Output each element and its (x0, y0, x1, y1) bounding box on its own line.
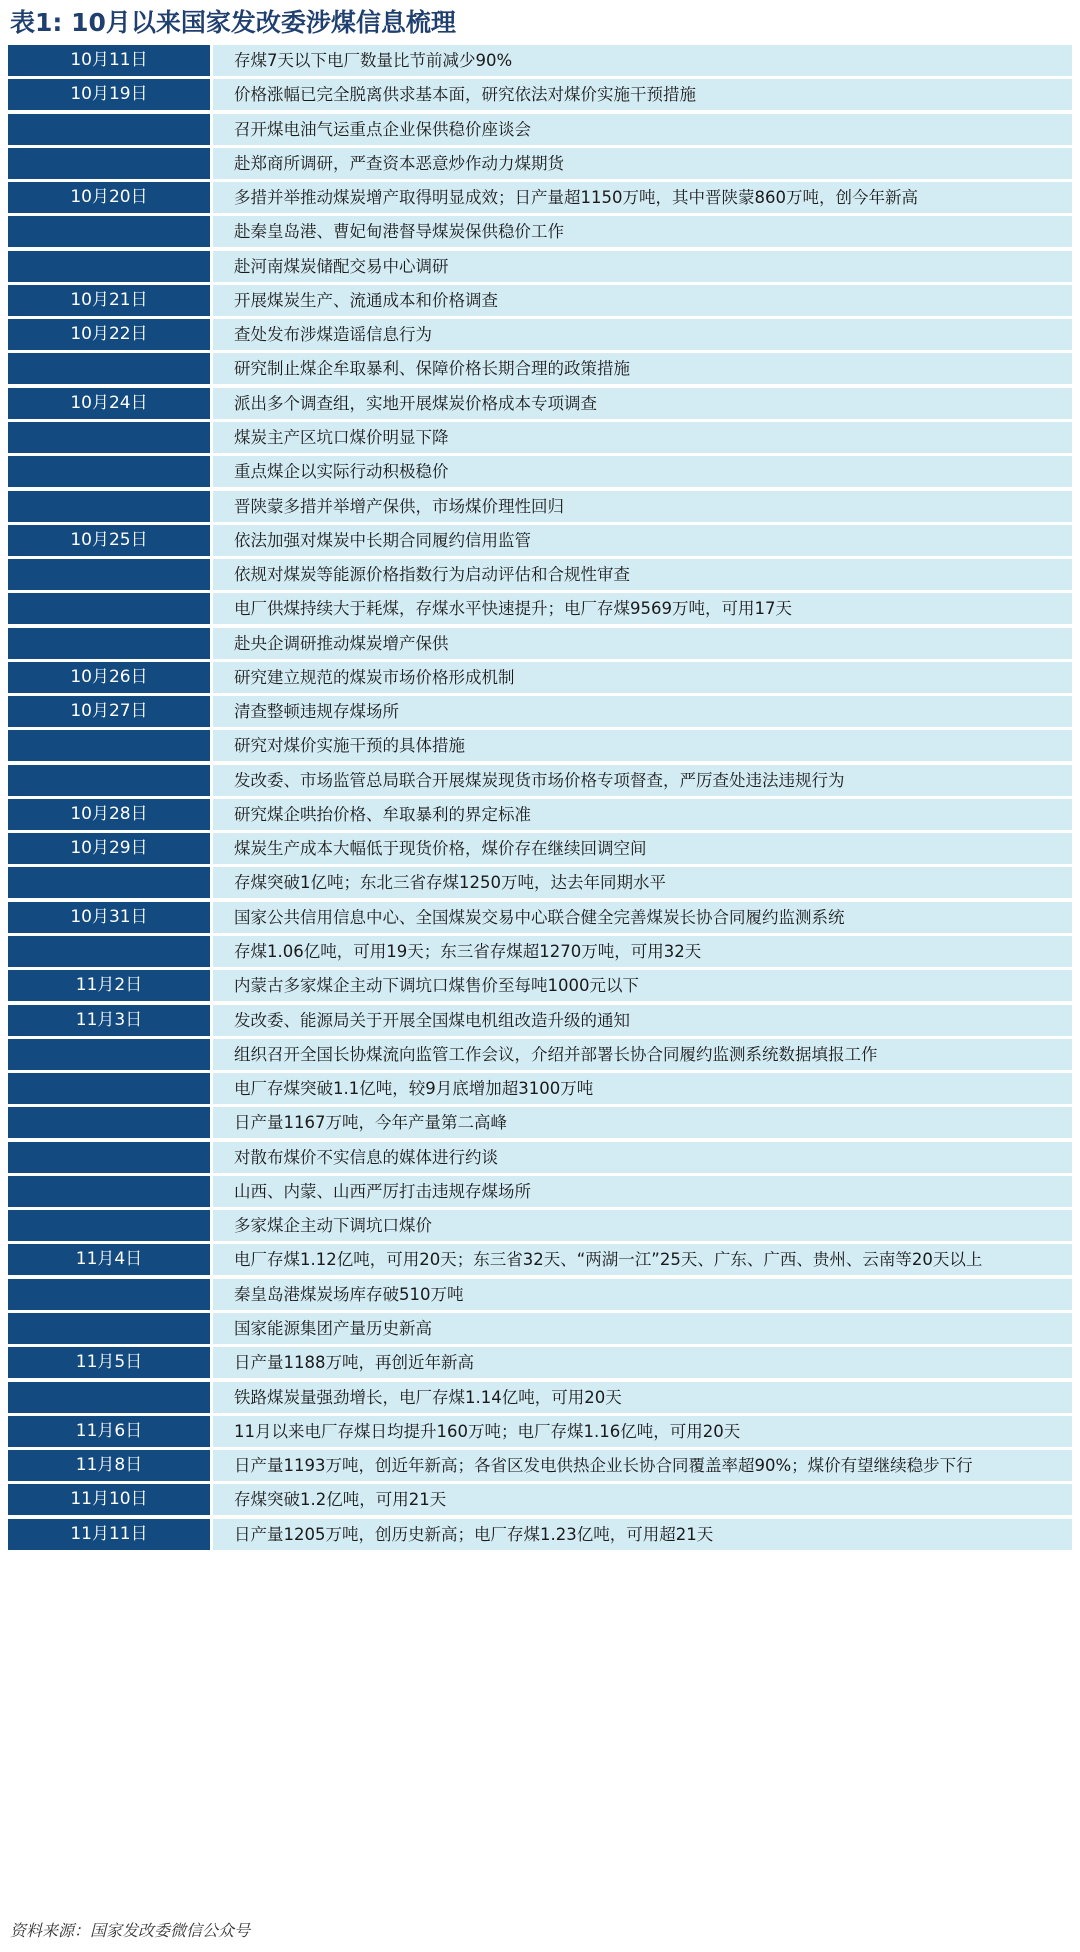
event-cell: 多措并举推动煤炭增产取得明显成效；日产量超1150万吨，其中晋陕蒙860万吨，创今年新高 (213, 182, 1072, 213)
event-cell: 赴央企调研推动煤炭增产保供 (213, 628, 1072, 659)
event-cell: 日产量1167万吨，今年产量第二高峰 (213, 1107, 1072, 1138)
event-cell: 研究煤企哄抬价格、牟取暴利的界定标准 (213, 799, 1072, 830)
date-cell (8, 936, 210, 967)
date-cell (8, 353, 210, 384)
date-cell (8, 628, 210, 659)
date-cell (8, 1107, 210, 1138)
date-cell (8, 251, 210, 282)
event-cell: 多家煤企主动下调坑口煤价 (213, 1210, 1072, 1241)
table-row (8, 251, 1072, 282)
date-cell (8, 1313, 210, 1344)
date-cell: 11月5日 (8, 1347, 210, 1378)
table-row (8, 765, 1072, 796)
date-cell (8, 1142, 210, 1173)
date-cell (8, 114, 210, 145)
event-cell: 日产量1193万吨，创近年新高；各省区发电供热企业长协合同覆盖率超90%；煤价有望继续稳步下行 (213, 1450, 1072, 1481)
date-cell (8, 1039, 210, 1070)
table-row (8, 628, 1072, 659)
date-cell (8, 730, 210, 761)
table-row (8, 902, 1072, 933)
table-row (8, 1244, 1072, 1275)
data-table (8, 45, 1072, 1905)
date-cell: 10月22日 (8, 319, 210, 350)
event-cell: 价格涨幅已完全脱离供求基本面，研究依法对煤价实施干预措施 (213, 79, 1072, 110)
date-cell: 11月2日 (8, 970, 210, 1001)
date-cell (8, 1176, 210, 1207)
date-cell (8, 1279, 210, 1310)
date-cell: 11月3日 (8, 1005, 210, 1036)
event-cell: 赴河南煤炭储配交易中心调研 (213, 251, 1072, 282)
table-row (8, 559, 1072, 590)
event-cell: 国家能源集团产量历史新高 (213, 1313, 1072, 1344)
table-row (8, 970, 1072, 1001)
table-row (8, 1484, 1072, 1515)
event-cell: 组织召开全国长协煤流向监管工作会议，介绍并部署长协合同履约监测系统数据填报工作 (213, 1039, 1072, 1070)
event-cell: 日产量1205万吨，创历史新高；电厂存煤1.23亿吨，可用超21天 (213, 1519, 1072, 1550)
date-cell (8, 456, 210, 487)
date-cell: 10月31日 (8, 902, 210, 933)
table-row (8, 936, 1072, 967)
table-row (8, 833, 1072, 864)
event-cell: 国家公共信用信息中心、全国煤炭交易中心联合健全完善煤炭长协合同履约监测系统 (213, 902, 1072, 933)
event-cell: 秦皇岛港煤炭场库存破510万吨 (213, 1279, 1072, 1310)
event-cell: 查处发布涉煤造谣信息行为 (213, 319, 1072, 350)
date-cell (8, 867, 210, 898)
date-cell: 10月27日 (8, 696, 210, 727)
date-cell: 10月19日 (8, 79, 210, 110)
event-cell: 日产量1188万吨，再创近年新高 (213, 1347, 1072, 1378)
event-cell: 电厂存煤1.12亿吨，可用20天；东三省32天、“两湖一江”25天、广东、广西、贵州、云南等20天以上 (213, 1244, 1072, 1275)
date-cell (8, 491, 210, 522)
date-cell: 11月6日 (8, 1416, 210, 1447)
date-cell: 11月11日 (8, 1519, 210, 1550)
event-cell: 煤炭主产区坑口煤价明显下降 (213, 422, 1072, 453)
date-cell: 10月25日 (8, 525, 210, 556)
event-cell: 煤炭生产成本大幅低于现货价格，煤价存在继续回调空间 (213, 833, 1072, 864)
table-row (8, 319, 1072, 350)
date-cell (8, 593, 210, 624)
table-row (8, 79, 1072, 110)
table-row (8, 182, 1072, 213)
table-row (8, 1279, 1072, 1310)
date-cell (8, 422, 210, 453)
event-cell: 铁路煤炭量强劲增长，电厂存煤1.14亿吨，可用20天 (213, 1382, 1072, 1413)
date-cell: 10月29日 (8, 833, 210, 864)
table-row (8, 730, 1072, 761)
date-cell (8, 1382, 210, 1413)
date-cell (8, 216, 210, 247)
table-row (8, 114, 1072, 145)
date-cell: 11月10日 (8, 1484, 210, 1515)
event-cell: 赴秦皇岛港、曹妃甸港督导煤炭保供稳价工作 (213, 216, 1072, 247)
table-row (8, 1039, 1072, 1070)
table-row (8, 696, 1072, 727)
event-cell: 清查整顿违规存煤场所 (213, 696, 1072, 727)
event-cell: 开展煤炭生产、流通成本和价格调查 (213, 285, 1072, 316)
event-cell: 存煤突破1.2亿吨，可用21天 (213, 1484, 1072, 1515)
event-cell: 晋陕蒙多措并举增产保供，市场煤价理性回归 (213, 491, 1072, 522)
table-row (8, 285, 1072, 316)
table-row (8, 1107, 1072, 1138)
event-cell: 召开煤电油气运重点企业保供稳价座谈会 (213, 114, 1072, 145)
event-cell: 对散布煤价不实信息的媒体进行约谈 (213, 1142, 1072, 1173)
table-row (8, 662, 1072, 693)
table-row (8, 422, 1072, 453)
table-row (8, 1450, 1072, 1481)
table-row (8, 491, 1072, 522)
table-row (8, 1519, 1072, 1550)
event-cell: 赴郑商所调研，严查资本恶意炒作动力煤期货 (213, 148, 1072, 179)
event-cell: 存煤7天以下电厂数量比节前减少90% (213, 45, 1072, 76)
table-row (8, 1313, 1072, 1344)
event-cell: 重点煤企以实际行动积极稳价 (213, 456, 1072, 487)
date-cell (8, 1073, 210, 1104)
date-cell: 10月28日 (8, 799, 210, 830)
date-cell (8, 765, 210, 796)
date-cell: 11月4日 (8, 1244, 210, 1275)
table-row (8, 1005, 1072, 1036)
table-title: 表1: 10月以来国家发改委涉煤信息梳理 (10, 8, 456, 37)
event-cell: 电厂供煤持续大于耗煤，存煤水平快速提升；电厂存煤9569万吨，可用17天 (213, 593, 1072, 624)
source-note: 资料来源：国家发改委微信公众号 (10, 1921, 251, 1940)
event-cell: 研究对煤价实施干预的具体措施 (213, 730, 1072, 761)
table-row (8, 525, 1072, 556)
table-row (8, 593, 1072, 624)
event-cell: 内蒙古多家煤企主动下调坑口煤售价至每吨1000元以下 (213, 970, 1072, 1001)
table-row (8, 799, 1072, 830)
table-row (8, 1382, 1072, 1413)
date-cell: 10月26日 (8, 662, 210, 693)
table-row (8, 1210, 1072, 1241)
event-cell: 研究建立规范的煤炭市场价格形成机制 (213, 662, 1072, 693)
table-row (8, 1176, 1072, 1207)
table-row (8, 353, 1072, 384)
event-cell: 发改委、市场监管总局联合开展煤炭现货市场价格专项督查，严厉查处违法违规行为 (213, 765, 1072, 796)
date-cell (8, 1210, 210, 1241)
event-cell: 山西、内蒙、山西严厉打击违规存煤场所 (213, 1176, 1072, 1207)
event-cell: 存煤1.06亿吨，可用19天；东三省存煤超1270万吨，可用32天 (213, 936, 1072, 967)
event-cell: 11月以来电厂存煤日均提升160万吨；电厂存煤1.16亿吨，可用20天 (213, 1416, 1072, 1447)
event-cell: 派出多个调查组，实地开展煤炭价格成本专项调查 (213, 388, 1072, 419)
date-cell: 10月11日 (8, 45, 210, 76)
event-cell: 存煤突破1亿吨；东北三省存煤1250万吨，达去年同期水平 (213, 867, 1072, 898)
date-cell (8, 148, 210, 179)
table-row (8, 388, 1072, 419)
table-row (8, 1347, 1072, 1378)
table-row (8, 1416, 1072, 1447)
date-cell: 10月20日 (8, 182, 210, 213)
date-cell (8, 559, 210, 590)
event-cell: 研究制止煤企牟取暴利、保障价格长期合理的政策措施 (213, 353, 1072, 384)
table-row (8, 45, 1072, 76)
table-row (8, 1073, 1072, 1104)
table-row (8, 456, 1072, 487)
date-cell: 11月8日 (8, 1450, 210, 1481)
event-cell: 依规对煤炭等能源价格指数行为启动评估和合规性审查 (213, 559, 1072, 590)
table-row (8, 867, 1072, 898)
event-cell: 发改委、能源局关于开展全国煤电机组改造升级的通知 (213, 1005, 1072, 1036)
table-row (8, 148, 1072, 179)
date-cell: 10月21日 (8, 285, 210, 316)
table-row (8, 216, 1072, 247)
date-cell: 10月24日 (8, 388, 210, 419)
event-cell: 依法加强对煤炭中长期合同履约信用监管 (213, 525, 1072, 556)
table-row (8, 1142, 1072, 1173)
event-cell: 电厂存煤突破1.1亿吨，较9月底增加超3100万吨 (213, 1073, 1072, 1104)
